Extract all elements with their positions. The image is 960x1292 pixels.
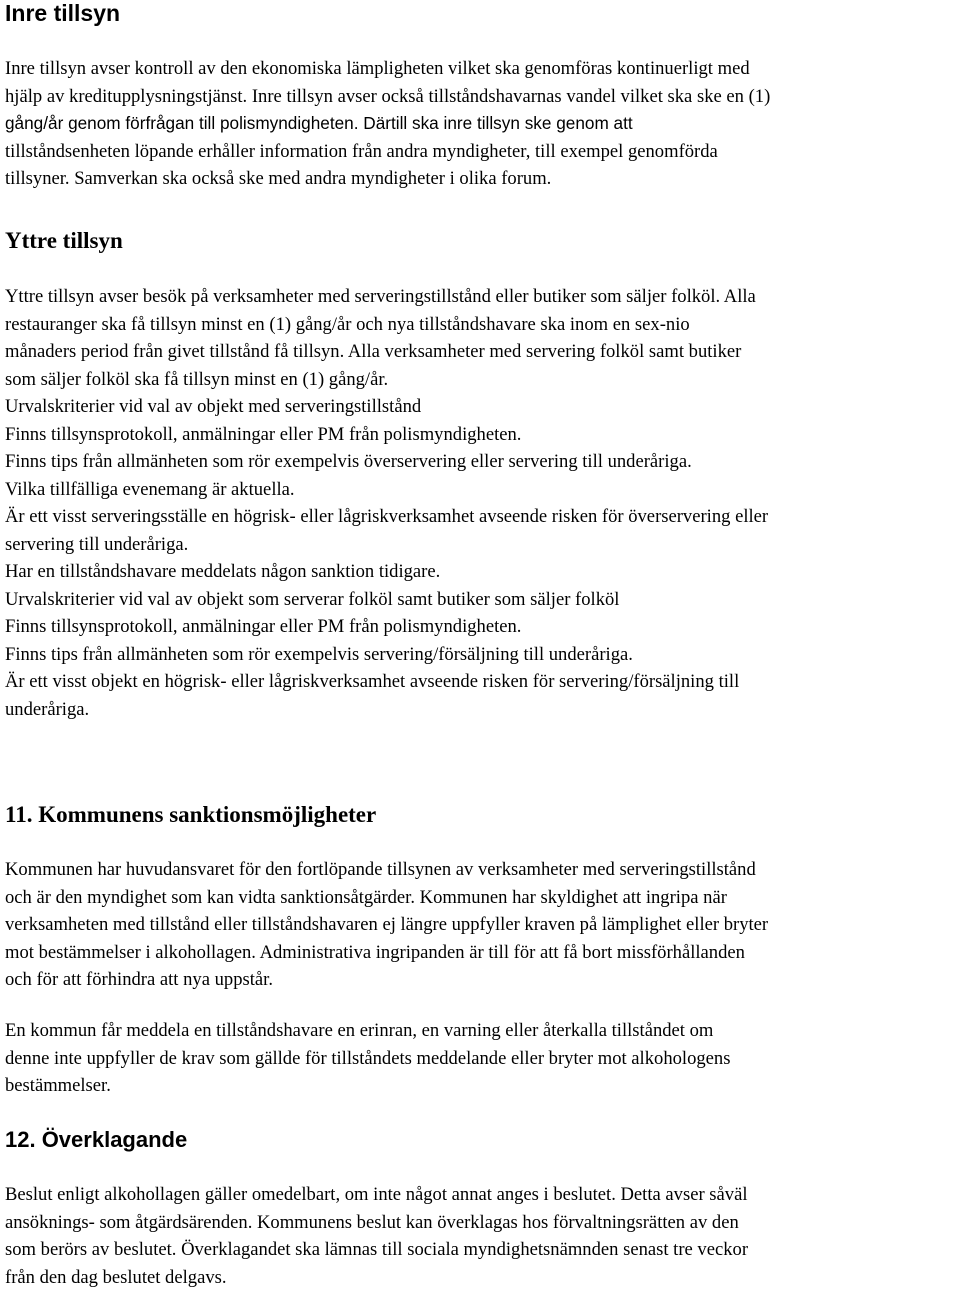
text-line: Kommunen har huvudansvaret för den fortlöpande tillsynen av verksamheter med serveringstillstånd (5, 859, 756, 880)
text-line: Finns tips från allmänheten som rör exempelvis överservering eller servering till underåriga. (5, 451, 692, 472)
text-line: hjälp av kreditupplysningstjänst. Inre tillsyn avser också tillståndshavarnas vandel vilket ska ske en (1) (5, 85, 771, 107)
text-line: Finns tillsynsprotokoll, anmälningar eller PM från polismyndigheten. (5, 423, 522, 445)
text-line: bestämmelser. (5, 1075, 111, 1096)
text-line: tillståndsenheten löpande erhåller information från andra myndigheter, till exempel genomförda (5, 140, 718, 162)
text-line: En kommun får meddela en tillståndshavare en erinran, en varning eller återkalla tillståndet om (5, 1020, 714, 1041)
heading-yttre-tillsyn: Yttre tillsyn (5, 228, 123, 253)
text-line: som berörs av beslutet. Överklagandet ska lämnas till sociala myndighetsnämnden senast tre veckor (5, 1239, 749, 1260)
text-line: Är ett visst objekt en högrisk- eller lågriskverksamhet avseende risken för servering/försäljning till (5, 671, 740, 692)
paragraph-overklagande (5, 1181, 960, 1291)
text-line: tillsyner. Samverkan ska också ske med andra myndigheter i olika forum. (5, 168, 552, 189)
text-line: Urvalskriterier vid val av objekt som serverar folköl samt butiker som säljer folköl (5, 588, 620, 610)
text-line: Har en tillståndshavare meddelats någon sanktion tidigare. (5, 561, 441, 582)
text-line: restauranger ska få tillsyn minst en (1) gång/år och nya tillståndshavare ska inom en sex-nio (5, 313, 690, 335)
paragraph-sanktion-1 (5, 856, 960, 994)
text-line: servering till underåriga. (5, 533, 189, 555)
text-line: och för att förhindra att nya uppstår. (5, 969, 273, 990)
text-line: mot bestämmelser i alkohollagen. Administrativa ingripanden är till för att få bort missförhållanden (5, 941, 745, 963)
text-line: Vilka tillfälliga evenemang är aktuella. (5, 478, 295, 500)
text-line: Yttre tillsyn avser besök på verksamheter med serveringstillstånd eller butiker som säljer folköl. Alla (5, 286, 756, 307)
heading-sanktionsmojligheter: 11. Kommunens sanktionsmöjligheter (5, 802, 377, 827)
text-line: Urvalskriterier vid val av objekt med serveringstillstånd (5, 396, 422, 417)
text-line: månaders period från givet tillstånd få tillsyn. Alla verksamheter med servering folköl samt butiker (5, 341, 742, 362)
text-line: denne inte uppfyller de krav som gällde för tillståndets meddelande eller bryter mot alkohologens (5, 1047, 731, 1069)
text-line: Inre tillsyn avser kontroll av den ekonomiska lämpligheten vilket ska genomföras kontinuerligt med (5, 58, 750, 79)
paragraph-yttre-tillsyn (5, 283, 960, 723)
text-line: ansöknings- som åtgärdsärenden. Kommunens beslut kan överklagas hos förvaltningsrätten av den (5, 1211, 739, 1233)
heading-overklagande: 12. Överklagande (5, 1127, 188, 1152)
text-line: och är den myndighet som kan vidta sanktionsåtgärder. Kommunen har skyldighet att ingripa när (5, 886, 727, 908)
text-line: Finns tips från allmänheten som rör exempelvis servering/försäljning till underåriga. (5, 643, 633, 665)
paragraph-inre-tillsyn (5, 55, 960, 193)
text-line: gång/år genom förfrågan till polismyndigheten. Därtill ska inre tillsyn ske genom att (5, 113, 633, 133)
text-line: underåriga. (5, 698, 90, 720)
text-line: Beslut enligt alkohollagen gäller omedelbart, om inte något annat anges i beslutet. Detta avser såväl (5, 1184, 748, 1205)
paragraph-sanktion-2 (5, 1017, 960, 1100)
text-line: från den dag beslutet delgavs. (5, 1266, 227, 1288)
text-line: verksamheten med tillstånd eller tillståndshavaren ej längre uppfyller kraven på lämplighet eller bryter (5, 914, 769, 935)
text-line: Är ett visst serveringsställe en högrisk- eller lågriskverksamhet avseende risken för överservering eller (5, 506, 769, 527)
text-line: som säljer folköl ska få tillsyn minst en (1) gång/år. (5, 368, 389, 390)
heading-inre-tillsyn: Inre tillsyn (5, 0, 121, 26)
text-line: Finns tillsynsprotokoll, anmälningar eller PM från polismyndigheten. (5, 616, 522, 637)
